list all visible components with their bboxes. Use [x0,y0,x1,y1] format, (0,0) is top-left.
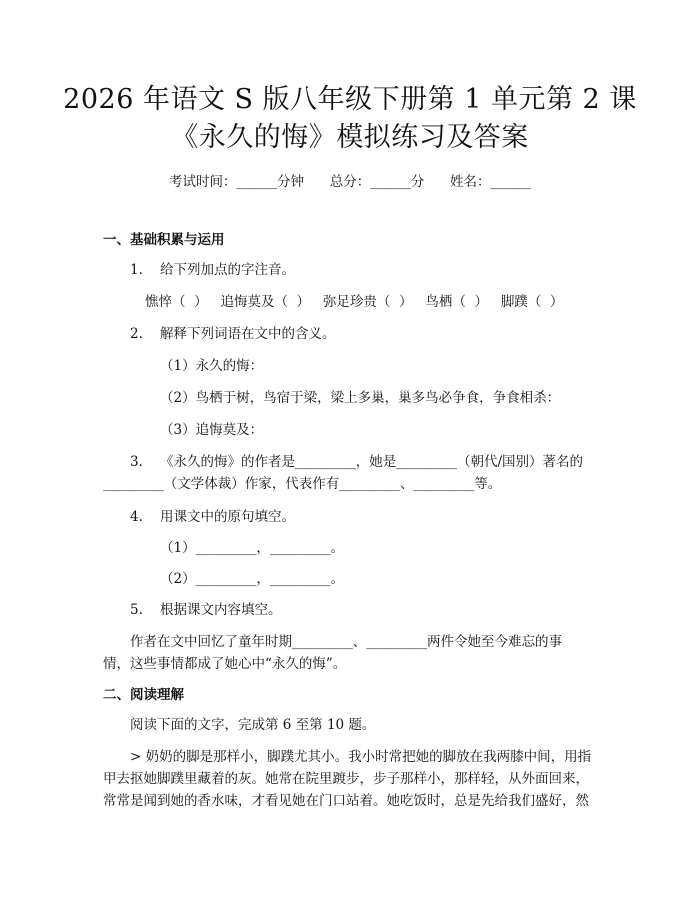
question-text: 用课文中的原句填空。 [160,509,295,525]
question-5-paragraph-line-1: 作者在文中回忆了童年时期_________、_________两件令她至今难忘的事 [130,634,562,650]
question-2-item-2: （2）鸟栖于树，鸟宿于梁，梁上多巢，巢多鸟必争食，争食相杀： [160,390,561,406]
question-5 [130,600,282,620]
question-text: 解释下列词语在文中的含义。 [160,326,336,342]
exam-title-line-2: 《永久的悔》模拟练习及答案 [171,122,529,153]
question-number: 4. [130,509,143,525]
question-4 [130,507,295,527]
section-heading-2: 二、阅读理解 [103,687,184,703]
question-4-item-2: （2）_________，_________。 [160,571,345,587]
question-text: 根据课文内容填空。 [160,602,282,618]
question-1 [130,260,295,280]
section-heading-1: 一、基础积累与运用 [103,232,225,248]
question-2 [130,324,336,344]
exam-meta-info: 考试时间：______分钟 总分：______分 姓名：______ [169,174,531,190]
question-1-items: 憔悴（ ） 追悔莫及（ ） 弥足珍贵（ ） 鸟栖（ ） 脚蹼（ ） [145,294,564,310]
question-number: 2. [130,326,143,342]
question-3-continuation: _________（文学体裁）作家，代表作有_________、_________等。 [103,476,502,492]
question-number: 5. [130,602,143,618]
reading-passage-line-1: > 奶奶的脚是那样小，脚蹼尤其小。我小时常把她的脚放在我两膝中间，用指 [130,749,592,765]
question-5-paragraph-line-2: 情，这些事情都成了她心中“永久的悔”。 [103,656,347,672]
question-text: 《永久的悔》的作者是_________，她是_________（朝代/国别）著名的 [160,454,584,470]
reading-passage-line-3: 常常是闻到她的香水味，才看见她在门口站着。她吃饭时，总是先给我们盛好，然 [103,793,589,809]
question-2-item-3: （3）追悔莫及： [160,422,264,438]
question-4-item-1: （1）_________，_________。 [160,540,345,556]
exam-title-line-1: 2026 年语文 S 版八年级下册第 1 单元第 2 课 [63,84,637,115]
question-number: 3. [130,454,143,470]
question-text: 给下列加点的字注音。 [160,262,295,278]
question-number: 1. [130,262,143,278]
reading-intro: 阅读下面的文字，完成第 6 至第 10 题。 [130,717,376,733]
reading-passage-line-2: 甲去抠她脚蹼里藏着的灰。她常在院里踱步，步子那样小，那样轻，从外面回来， [103,771,589,787]
question-3 [130,452,583,472]
question-2-item-1: （1）永久的悔： [160,358,264,374]
